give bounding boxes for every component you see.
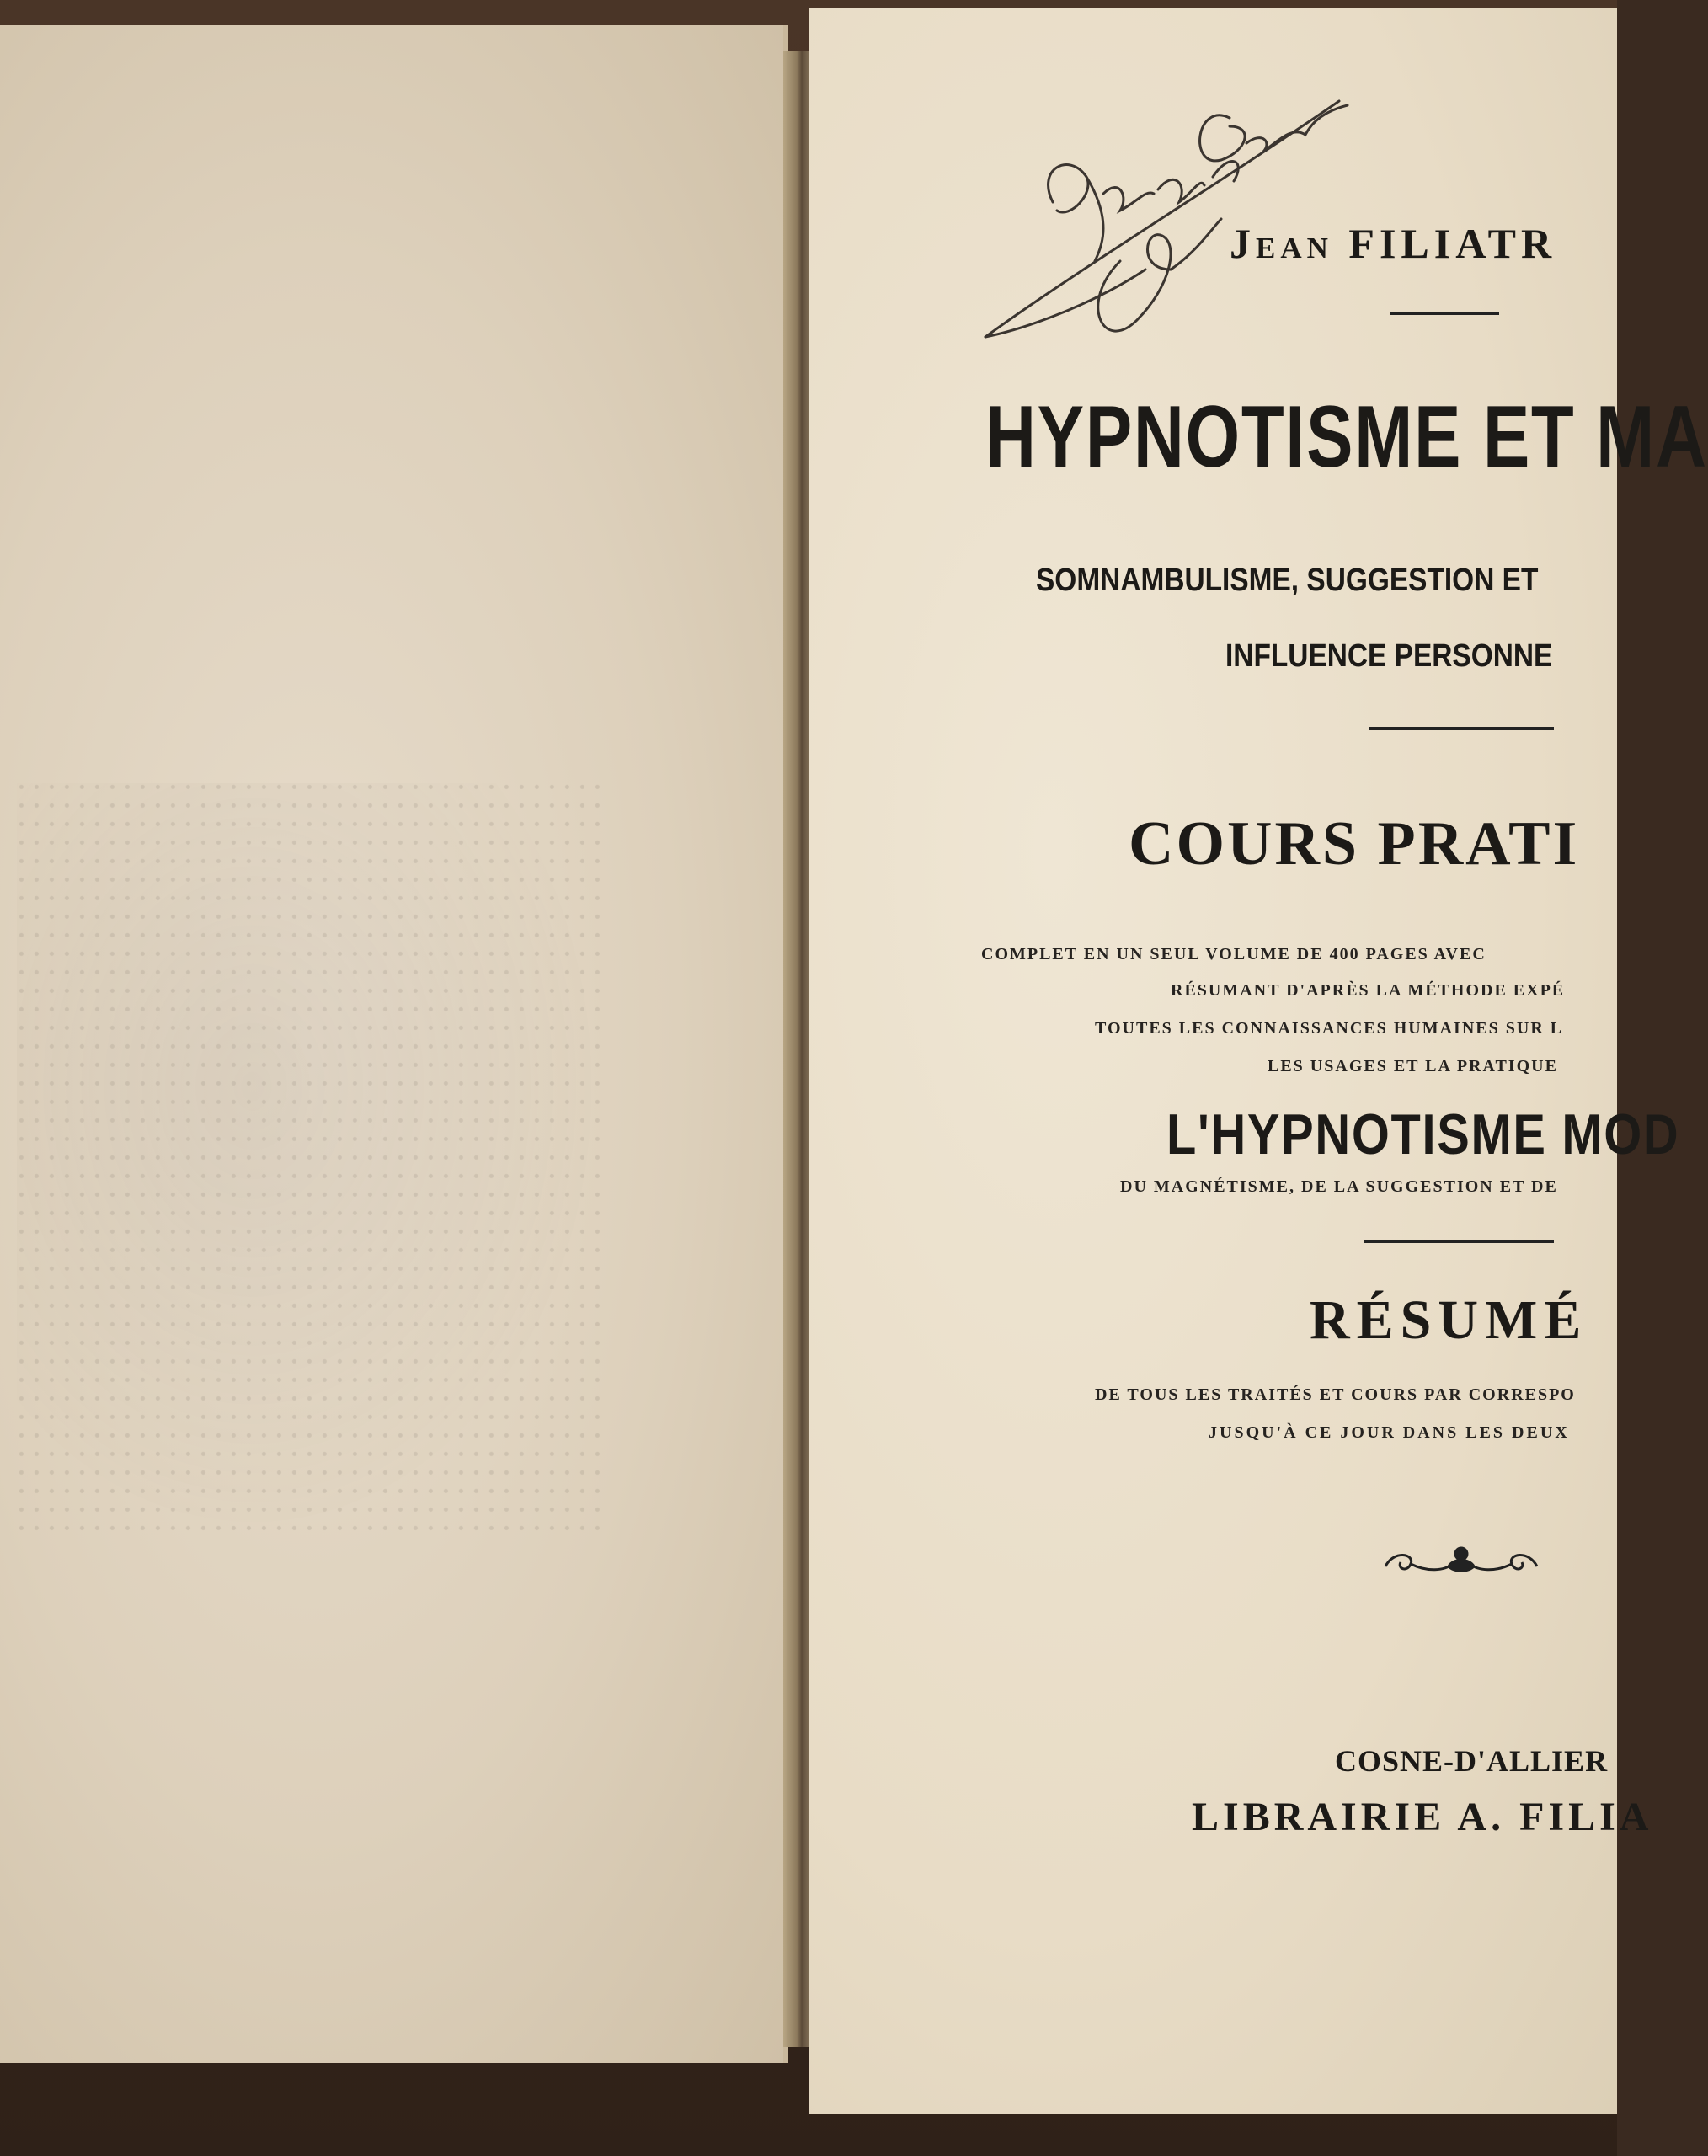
title-page bbox=[809, 8, 1708, 2114]
description-line-4: LES USAGES ET LA PRATIQUE bbox=[1268, 1057, 1558, 1075]
rule-subtitle bbox=[1369, 727, 1554, 730]
ornament-fleuron bbox=[1377, 1537, 1545, 1588]
summary-title: RÉSUMÉ bbox=[1310, 1289, 1588, 1351]
course-title: COURS PRATI bbox=[1129, 809, 1580, 878]
handwritten-signature bbox=[977, 51, 1364, 371]
bleed-through-texture bbox=[17, 783, 606, 1541]
rule-author bbox=[1390, 312, 1499, 315]
publisher-name: LIBRAIRIE A. FILIA bbox=[1192, 1795, 1653, 1839]
subtitle-line-1: SOMNAMBULISME, SUGGESTION ET bbox=[1036, 563, 1539, 598]
author-name: Jean FILIATR bbox=[1230, 220, 1557, 267]
modern-hypnotism-subline: DU MAGNÉTISME, DE LA SUGGESTION ET DE bbox=[1120, 1177, 1558, 1196]
description-line-1: COMPLET EN UN SEUL VOLUME DE 400 PAGES AVEC bbox=[981, 945, 1486, 963]
publication-place: COSNE-D'ALLIER bbox=[1335, 1744, 1609, 1778]
description-line-2: RÉSUMANT D'APRÈS LA MÉTHODE EXPÉ bbox=[1171, 981, 1566, 1000]
left-page bbox=[0, 25, 788, 2063]
book-title: HYPNOTISME ET MA bbox=[985, 388, 1708, 486]
summary-line-2: JUSQU'À CE JOUR DANS LES DEUX bbox=[1209, 1423, 1570, 1442]
description-line-3: TOUTES LES CONNAISSANCES HUMAINES SUR L bbox=[1095, 1019, 1564, 1038]
summary-line-1: DE TOUS LES TRAITÉS ET COURS PAR CORRESPO bbox=[1095, 1385, 1576, 1404]
rule-modern bbox=[1364, 1240, 1554, 1243]
modern-hypnotism-title: L'HYPNOTISME MOD bbox=[1166, 1102, 1680, 1166]
subtitle-line-2: INFLUENCE PERSONNE bbox=[1225, 638, 1553, 674]
